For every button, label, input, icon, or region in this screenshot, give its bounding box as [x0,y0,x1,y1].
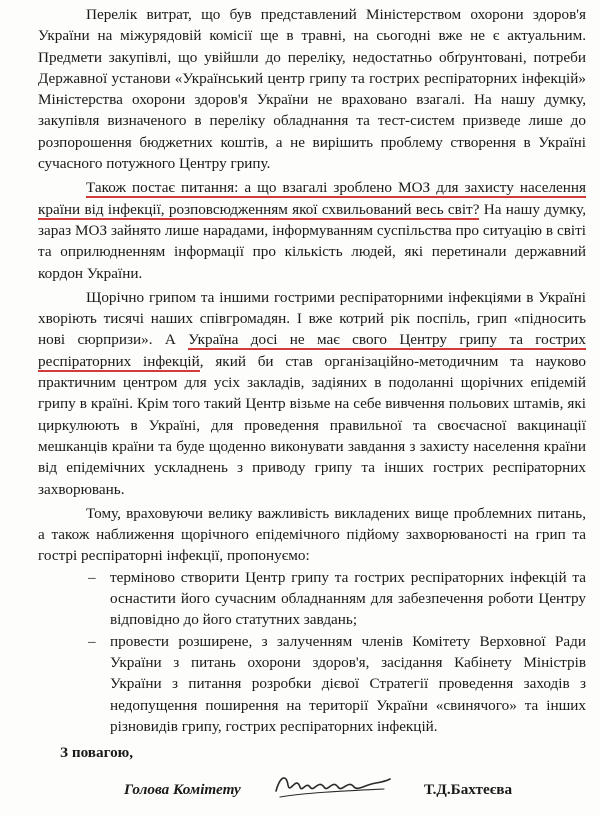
paragraph-expenses: Перелік витрат, що був представлений Міністерством охорони здоров'я України на міжурядовій комісії ще в травні, на сьогодні вже не є актуальним. Предмети закупівлі, що увійшли до переліку, недостатньо обґрунтовані, потреби Державної установи «Український центр грипу та гострих респіраторних інфекцій» Міністерства охорони здоров'я України не враховано взагалі. На нашу думку, закупівля визначеного в переліку обладнання та тест-систем призведе лише до розпорошення бюджетних коштів, а не вирішить проблему створення в Україні сучасного потужного Центру грипу. [38,6,586,173]
paragraph-proposal: Тому, враховуючи велику важливість викладених вище проблемних питань, а також наближення щорічного епідемічного підйому захворюваності на грип та гострі респіраторні інфекції, пропонуємо: [38,504,586,565]
closing-salutation: З повагою, [60,744,134,761]
paragraph-flu-centre [38,287,586,500]
handwritten-signature [272,767,392,801]
list-item-text: терміново створити Центр грипу та гострих респіраторних інфекцій та оснастити його сучасним обладнанням для забезпечення роботи Центру відповідно до його статутних завдань; [110,568,586,629]
list-item [38,567,586,631]
paragraph-question [38,177,586,283]
list-marker: – [88,632,96,650]
signatory-title: Голова Комітету [124,781,241,798]
letter-body [38,4,586,737]
list-item [38,631,586,737]
list-item-text: провести розширене, з залученням членів Комітету Верховної Ради України з питань охорони здоров'я, засідання Кабінету Міністрів України з питання розробки дієвої Стратегії проведення заходів з недопущення поширення на території України «свинячого» та інших різновидів грипу, гострих респіраторних інфекцій. [110,632,586,735]
proposal-list [38,567,586,737]
signatory-name: Т.Д.Бахтеєва [424,781,513,798]
list-marker: – [88,568,96,586]
paragraph-flu-start: Щорічно грипом та іншими гострими респіраторними інфекціями в Україні хворіють тисячі наших співгромадян. І вже котрий рік поспіль, грип «підносить нові сюрпризи». А [38,288,586,349]
paragraph-flu-rest: , який би став організаційно-методичним та науково практичним центром для усіх закладів, задіяних в подоланні щорічних епідемій грипу в країні. Крім того такий Центр візьме на себе вивчення польових штамів, які циркулюють в Україні, для проведення правильної та своєчасної вакцинації мешканців країни та буде щоденно виконувати завдання з захисту населення країни від епідемічних ускладнень з приводу грипу та інших гострих респіраторних захворювань. [38,352,586,498]
paragraph-question-rest: На нашу думку, зараз МОЗ зайнято лише нарадами, інформуванням суспільства про ситуацію в світі та оприлюдненням інформації про кількість людей, які перетинали державний кордон України. [38,200,586,282]
underlined-flu-centre: Україна досі не має свого Центру грипу та гострих респіраторних інфекцій [38,331,586,370]
signature-block [124,781,564,807]
underlined-question: Також постає питання: а що взагалі зроблено МОЗ для захисту населення країни від інфекції, розповсюдженням якої схвильований весь світ? [38,179,586,218]
